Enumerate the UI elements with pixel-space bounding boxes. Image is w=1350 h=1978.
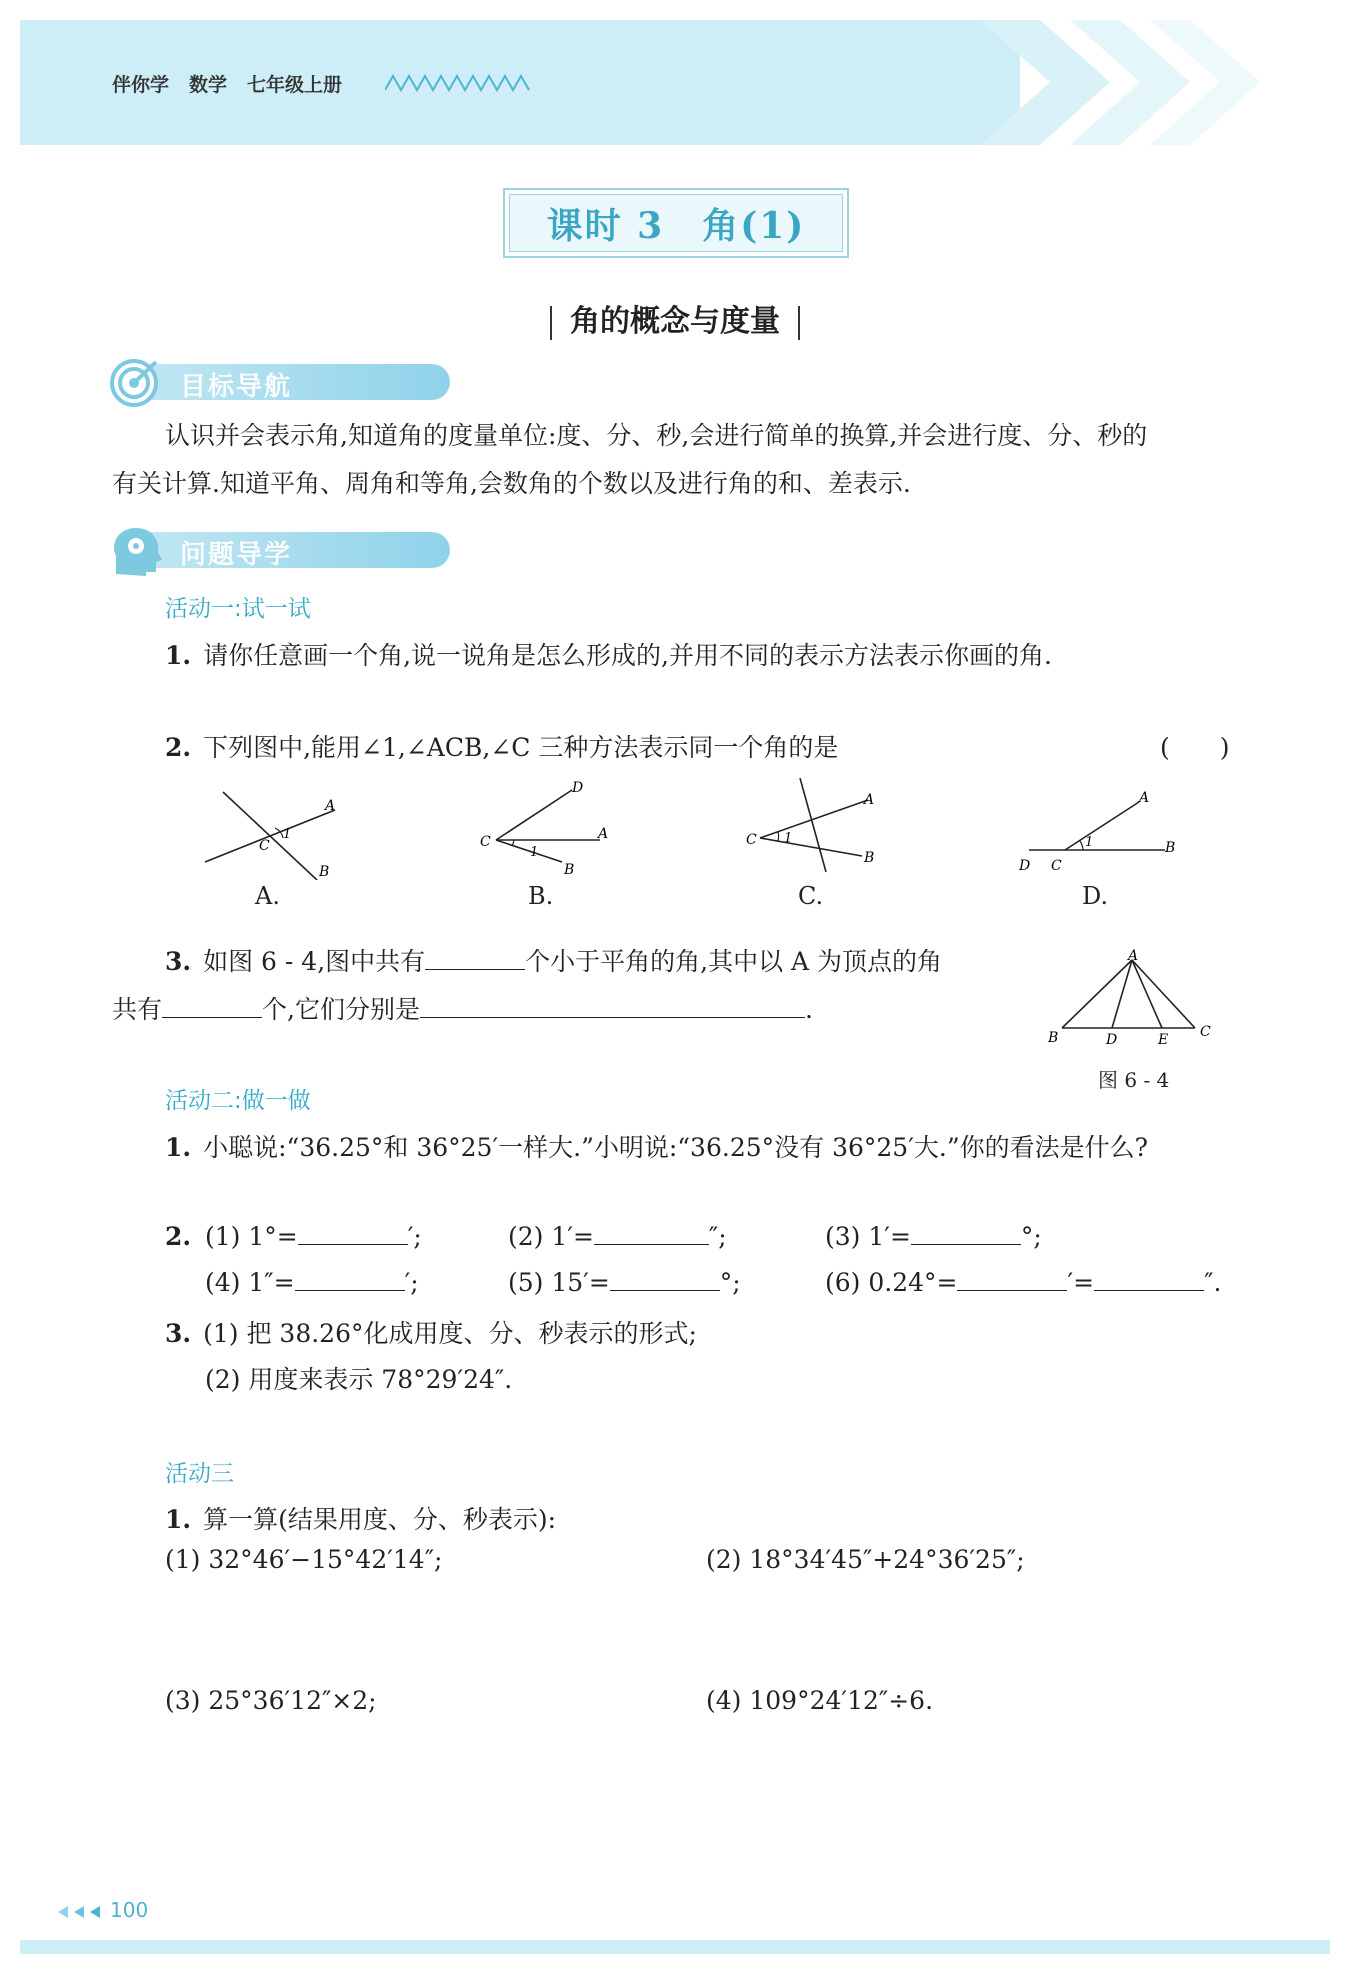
figure-option-b: [470, 780, 630, 880]
header-title: [112, 70, 362, 97]
conversion-1: (1) 1°= ′;: [205, 1222, 422, 1251]
answer-blank[interactable]: [420, 995, 805, 1018]
page-number: 100: [110, 1898, 149, 1922]
activity1-q2: 2. 下列图中,能用∠1,∠ACB,∠C 三种方法表示同一个角的是: [165, 733, 839, 762]
answer-blank[interactable]: [594, 1222, 709, 1245]
svg-text:C: C: [746, 832, 757, 848]
svg-text:C: C: [480, 834, 491, 850]
svg-text:1: 1: [1085, 835, 1094, 850]
activity3-q1: 1. 算一算(结果用度、分、秒表示):: [165, 1505, 557, 1534]
lesson-title-box: [503, 188, 849, 258]
activity2-q2-row1: 2.: [165, 1222, 192, 1251]
figure-option-a: [195, 780, 355, 880]
activity1-q1: 1. 请你任意画一个角,说一说角是怎么形成的,并用不同的表示方法表示你画的角.: [165, 641, 1052, 670]
conversion-5: (5) 15′= °;: [508, 1268, 741, 1297]
target-icon: [108, 358, 164, 408]
svg-text:B: B: [319, 864, 330, 880]
svg-text:1: 1: [530, 845, 539, 860]
answer-blank[interactable]: [425, 947, 525, 970]
figure-6-4-triangle: [1040, 946, 1225, 1046]
svg-text:A: A: [325, 798, 336, 814]
figure-option-c: [740, 778, 900, 878]
option-a-label: A.: [255, 882, 280, 910]
activity2-q3-part2: (2) 用度来表示 78°29′24″.: [205, 1365, 513, 1394]
guide-badge-label: 问题导学: [180, 540, 293, 570]
svg-text:1: 1: [283, 827, 292, 842]
svg-text:B: B: [1048, 1030, 1059, 1046]
answer-blank[interactable]: [610, 1268, 720, 1291]
option-d-label: D.: [1082, 882, 1109, 910]
svg-text:D: D: [1106, 1032, 1118, 1046]
answer-paren: ( ): [1160, 733, 1230, 762]
header-book: 伴你学: [112, 74, 170, 96]
arrow-left-icon: [46, 1904, 106, 1920]
calc-3: (3) 25°36′12″×2;: [165, 1686, 377, 1715]
guide-badge: [108, 526, 458, 572]
svg-text:A: A: [864, 792, 875, 808]
svg-text:C: C: [1051, 858, 1062, 874]
head-gear-icon: [108, 526, 164, 578]
activity2-q1: 1. 小聪说:“36.25°和 36°25′一样大.”小明说:“36.25°没有 36°25′大.”你的看法是什么?: [165, 1133, 1149, 1162]
conversion-3: (3) 1′= °;: [825, 1222, 1042, 1251]
svg-text:A: A: [1139, 790, 1150, 806]
conversion-2: (2) 1′= ″;: [508, 1222, 727, 1251]
calc-1: (1) 32°46′−15°42′14″;: [165, 1545, 443, 1574]
activity1-title: 活动一:试一试: [165, 596, 311, 622]
svg-text:B: B: [1165, 840, 1176, 856]
goals-line-1: 认识并会表示角,知道角的度量单位:度、分、秒,会进行简单的换算,并会进行度、分、秒的: [165, 421, 1148, 450]
figure-option-d: [1015, 780, 1190, 880]
svg-text:B: B: [864, 850, 875, 866]
section-title: 角的概念与度量: [570, 304, 780, 339]
conversion-6: (6) 0.24°= ′= ″.: [825, 1268, 1222, 1297]
header-subject: 数学: [189, 74, 228, 96]
option-c-label: C.: [798, 882, 824, 910]
svg-text:A: A: [598, 826, 609, 842]
divider: [798, 306, 800, 340]
activity2-title: 活动二:做一做: [165, 1088, 311, 1114]
answer-blank[interactable]: [1094, 1268, 1204, 1291]
svg-text:C: C: [1200, 1024, 1211, 1040]
goals-line-2: 有关计算.知道平角、周角和等角,会数角的个数以及进行角的和、差表示.: [112, 469, 911, 498]
calc-4: (4) 109°24′12″÷6.: [706, 1686, 934, 1715]
footer-band: [20, 1940, 1330, 1954]
svg-text:C: C: [259, 838, 270, 854]
answer-blank[interactable]: [162, 995, 262, 1018]
answer-blank[interactable]: [911, 1222, 1021, 1245]
activity1-q3-line2: 共有 个,它们分别是 .: [112, 995, 813, 1024]
svg-text:D: D: [1019, 858, 1031, 874]
conversion-4: (4) 1″= ′;: [205, 1268, 419, 1297]
activity1-q3-line1: 3. 如图 6 - 4,图中共有 个小于平角的角,其中以 A 为顶点的角: [165, 947, 943, 976]
activity2-q3: 3. (1) 把 38.26°化成用度、分、秒表示的形式;: [165, 1319, 697, 1348]
header-grade: 七年级上册: [247, 74, 343, 96]
divider: [550, 306, 552, 340]
svg-text:A: A: [1128, 948, 1139, 964]
section-title-wrap: [0, 296, 1350, 340]
header-zigzag-decoration: [385, 74, 530, 92]
header-chevron-decoration: [880, 20, 1340, 145]
answer-blank[interactable]: [298, 1222, 408, 1245]
activity3-title: 活动三: [165, 1461, 234, 1487]
answer-blank[interactable]: [957, 1268, 1067, 1291]
svg-text:D: D: [572, 780, 584, 796]
svg-text:E: E: [1158, 1032, 1169, 1046]
svg-text:1: 1: [784, 831, 793, 846]
lesson-title: 课时 3 角(1): [509, 194, 843, 252]
goals-badge-label: 目标导航: [180, 372, 293, 402]
answer-blank[interactable]: [295, 1268, 405, 1291]
svg-text:B: B: [564, 862, 575, 878]
figure-caption: 图 6 - 4: [1098, 1068, 1170, 1092]
calc-2: (2) 18°34′45″+24°36′25″;: [706, 1545, 1025, 1574]
goals-badge: [108, 358, 458, 404]
option-b-label: B.: [528, 882, 554, 910]
